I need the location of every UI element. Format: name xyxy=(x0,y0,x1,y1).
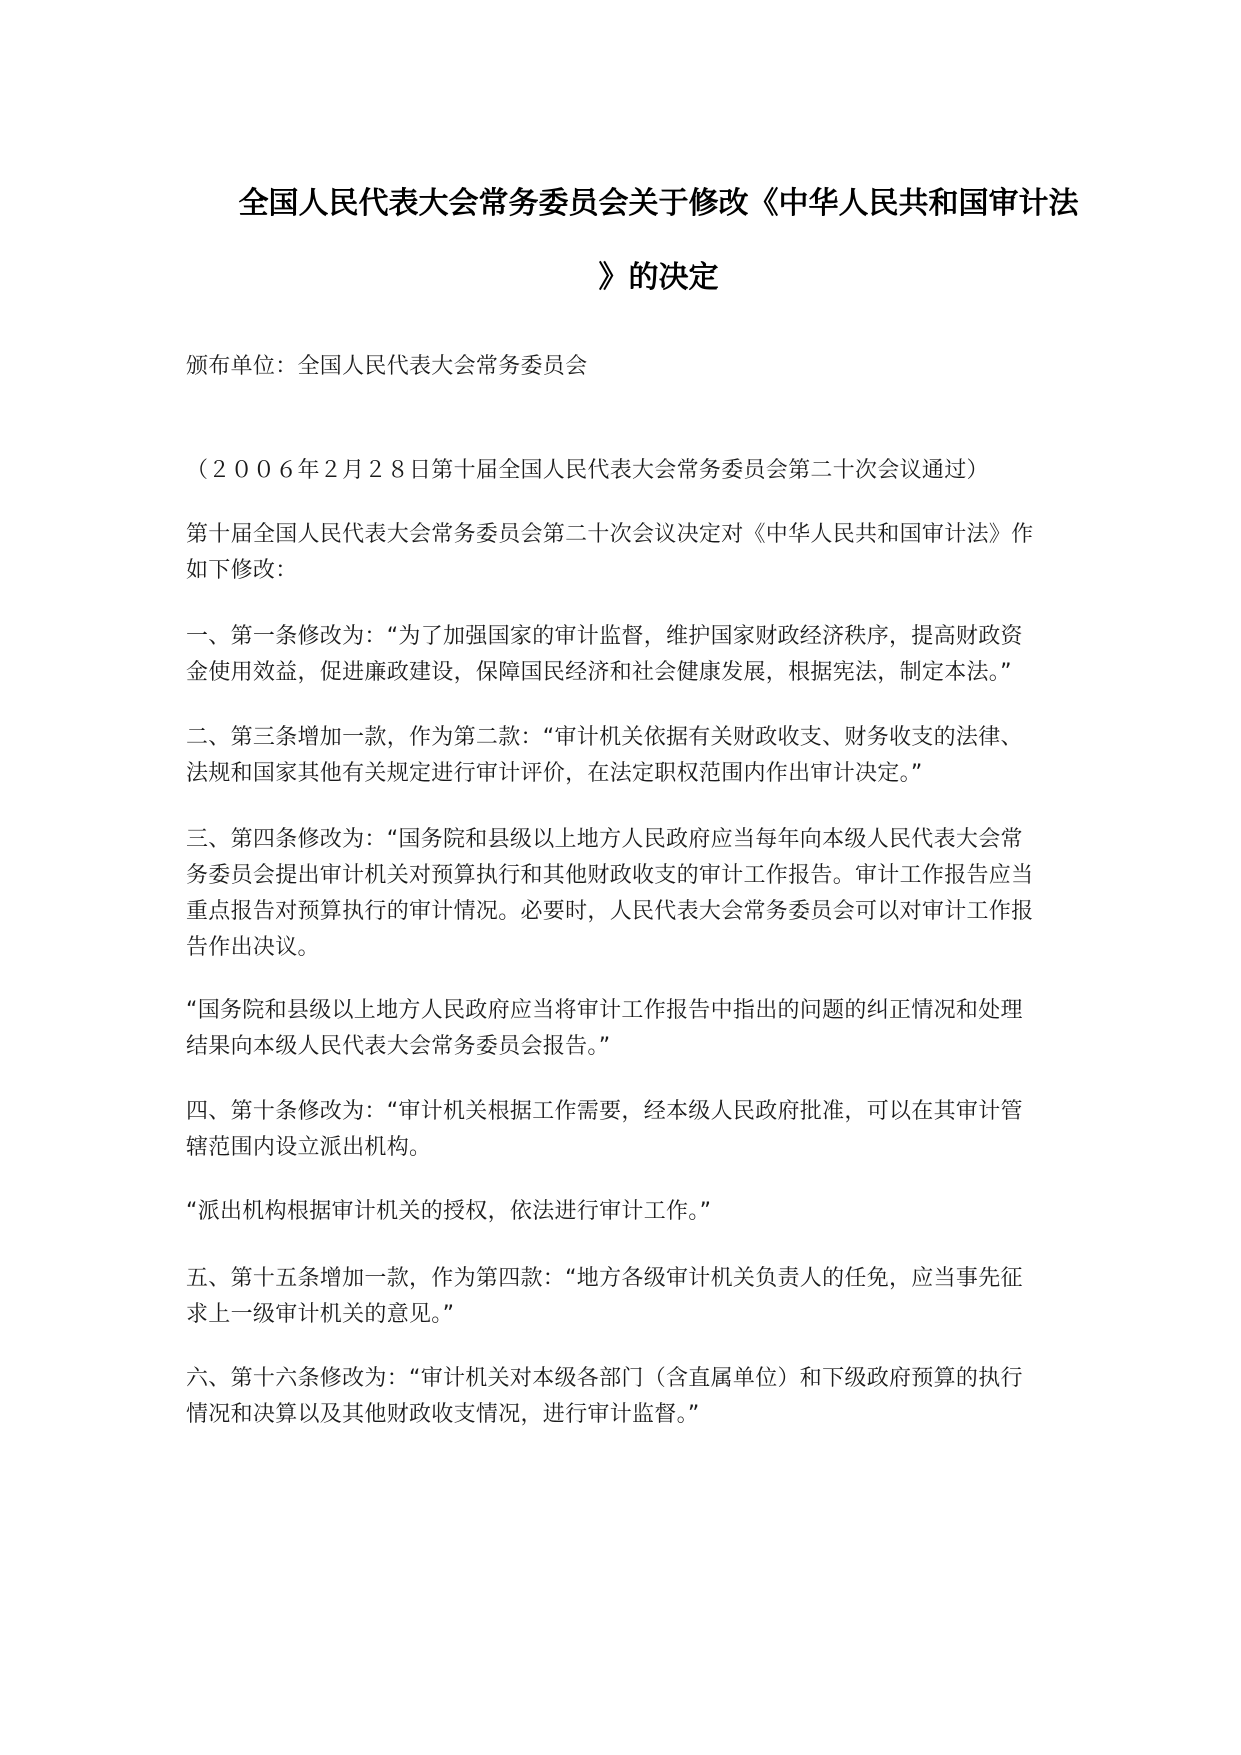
paragraph-line: 如下修改： xyxy=(186,558,298,583)
paragraph-line: 重点报告对预算执行的审计情况。必要时，人民代表大会常务委员会可以对审计工作报 xyxy=(186,899,1034,924)
paragraph-line: 二、第三条增加一款，作为第二款：“审计机关依据有关财政收支、财务收支的法律、 xyxy=(186,725,1023,750)
paragraph-line: 辖范围内设立派出机构。 xyxy=(186,1135,432,1160)
paragraph-line: 三、第四条修改为：“国务院和县级以上地方人民政府应当每年向本级人民代表大会常 xyxy=(186,827,1023,852)
document-title-line-2: 》的决定 xyxy=(598,260,719,295)
paragraph-line: 一、第一条修改为：“为了加强国家的审计监督，维护国家财政经济秩序，提高财政资 xyxy=(186,624,1023,649)
paragraph-line: 务委员会提出审计机关对预算执行和其他财政收支的审计工作报告。审计工作报告应当 xyxy=(186,863,1034,888)
paragraph-line: 五、第十五条增加一款，作为第四款：“地方各级审计机关负责人的任免，应当事先征 xyxy=(186,1266,1023,1291)
paragraph-line: 结果向本级人民代表大会常务委员会报告。” xyxy=(186,1034,611,1059)
paragraph-line: 法规和国家其他有关规定进行审计评价，在法定职权范围内作出审计决定。” xyxy=(186,761,923,786)
paragraph-line: 求上一级审计机关的意见。” xyxy=(186,1302,455,1327)
issuer-line: 颁布单位：全国人民代表大会常务委员会 xyxy=(186,354,588,379)
paragraph-line: 告作出决议。 xyxy=(186,935,320,960)
paragraph-line: “国务院和县级以上地方人民政府应当将审计工作报告中指出的问题的纠正情况和处理 xyxy=(186,998,1023,1023)
paragraph-line: 情况和决算以及其他财政收支情况，进行审计监督。” xyxy=(186,1402,700,1427)
paragraph-line: 四、第十条修改为：“审计机关根据工作需要，经本级人民政府批准，可以在其审计管 xyxy=(186,1099,1023,1124)
adoption-note: （２００６年２月２８日第十届全国人民代表大会常务委员会第二十次会议通过） xyxy=(186,458,989,483)
paragraph-line: 第十届全国人民代表大会常务委员会第二十次会议决定对《中华人民共和国审计法》作 xyxy=(186,522,1034,547)
paragraph-line: “派出机构根据审计机关的授权，依法进行审计工作。” xyxy=(186,1199,712,1224)
document-title-line-1: 全国人民代表大会常务委员会关于修改《中华人民共和国审计法 xyxy=(238,186,1079,221)
paragraph-line: 金使用效益，促进廉政建设，保障国民经济和社会健康发展，根据宪法，制定本法。” xyxy=(186,660,1012,685)
paragraph-line: 六、第十六条修改为：“审计机关对本级各部门（含直属单位）和下级政府预算的执行 xyxy=(186,1366,1023,1391)
